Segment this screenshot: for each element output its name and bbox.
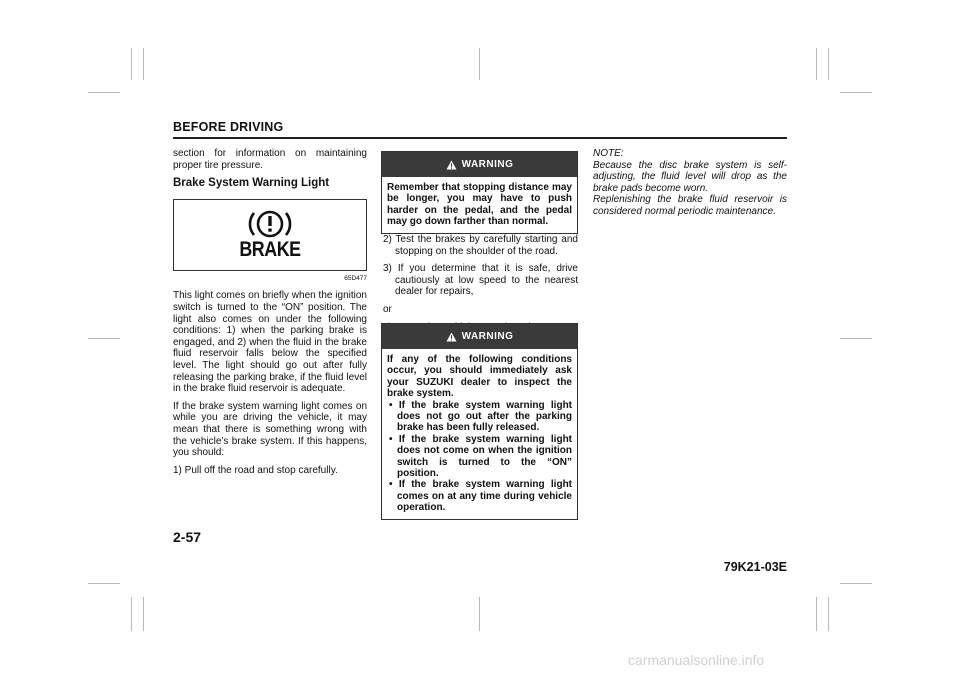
step-item: 1) Pull off the road and stop carefully. (173, 464, 338, 476)
step-item: 3) If you determine that it is safe, drive cautiously at low speed to the nearest dealer for repairs, (383, 263, 578, 298)
note-text: Replenishing the brake fluid reservoir is considered normal periodic maintenance. (593, 194, 787, 217)
watermark: carmanualsonline.info (628, 652, 765, 668)
intro-paragraph: section for information on maintaining proper tire pressure. (173, 148, 367, 171)
crop-mark (816, 48, 817, 80)
warning-bullet: • If the brake system warning light does not go out after the parking brake has been fully released. (389, 399, 573, 434)
warning-intro: If any of the following conditions occur, you should immediately ask your SUZUKI dealer to inspect the brake system. (387, 354, 572, 400)
step-item: 2) Test the brakes by carefully starting and stopping on the shoulder of the road. (383, 234, 578, 257)
crop-mark (840, 92, 872, 93)
brake-figure (173, 199, 367, 271)
warning-header (382, 324, 577, 349)
crop-mark (479, 48, 480, 80)
body-paragraph: If the brake system warning light comes on while you are driving the vehicle, it may mean that there is something wrong with the vehicle’s brake system. If this happens, you should: (173, 400, 367, 459)
warning-box (381, 151, 578, 234)
page-number: 2-57 (173, 529, 202, 545)
crop-mark (143, 48, 144, 80)
crop-mark (131, 597, 132, 631)
crop-mark (828, 48, 829, 80)
section-title: BEFORE DRIVING (173, 120, 284, 134)
warning-content (382, 349, 577, 519)
figure-code: 65D477 (344, 274, 367, 282)
warning-text: Remember that stopping distance may be longer, you may have to push harder on the pedal, and the pedal may go down farther than normal. (387, 182, 572, 228)
note-block (593, 148, 787, 218)
warning-bullet: • If the brake system warning light comes on at any time during vehicle operation. (389, 479, 573, 514)
section-heading: Brake System Warning Light (173, 177, 330, 190)
brake-label: BRAKE (239, 237, 301, 261)
document-code: 79K21-03E (723, 560, 787, 574)
crop-mark (131, 48, 132, 80)
warning-bullet: • If the brake system warning light does not come on when the ignition switch is turned to the “ON” position. (389, 433, 573, 480)
warning-triangle-icon (446, 332, 457, 342)
warning-header (382, 152, 577, 177)
note-label: NOTE: (593, 148, 624, 159)
warning-box (381, 323, 578, 520)
crop-mark (143, 597, 144, 631)
header-rule (173, 137, 787, 139)
crop-mark (828, 597, 829, 631)
crop-mark (88, 583, 120, 584)
crop-mark (840, 583, 872, 584)
crop-mark (88, 92, 120, 93)
column-1 (173, 148, 367, 482)
crop-mark (479, 597, 480, 631)
crop-mark (88, 338, 120, 339)
body-paragraph: This light comes on briefly when the ignition switch is turned to the “ON” position. The light also comes on under the following conditions: 1) when the parking brake is engaged, and 2) when the fluid in the brake fluid reservoir falls below the specified level. The light should go out after fully releasing the parking brake, if the fluid level in the brake fluid reservoir is adequate. (173, 290, 367, 395)
warning-title: WARNING (461, 159, 514, 170)
warning-triangle-icon (446, 160, 457, 170)
note-text: Because the disc brake system is self-adjusting, the fluid level will drop as the brake pads become worn. (593, 159, 787, 194)
crop-mark (816, 597, 817, 631)
warning-title: WARNING (461, 331, 514, 342)
crop-mark (840, 338, 872, 339)
step-connector: or (383, 303, 392, 315)
